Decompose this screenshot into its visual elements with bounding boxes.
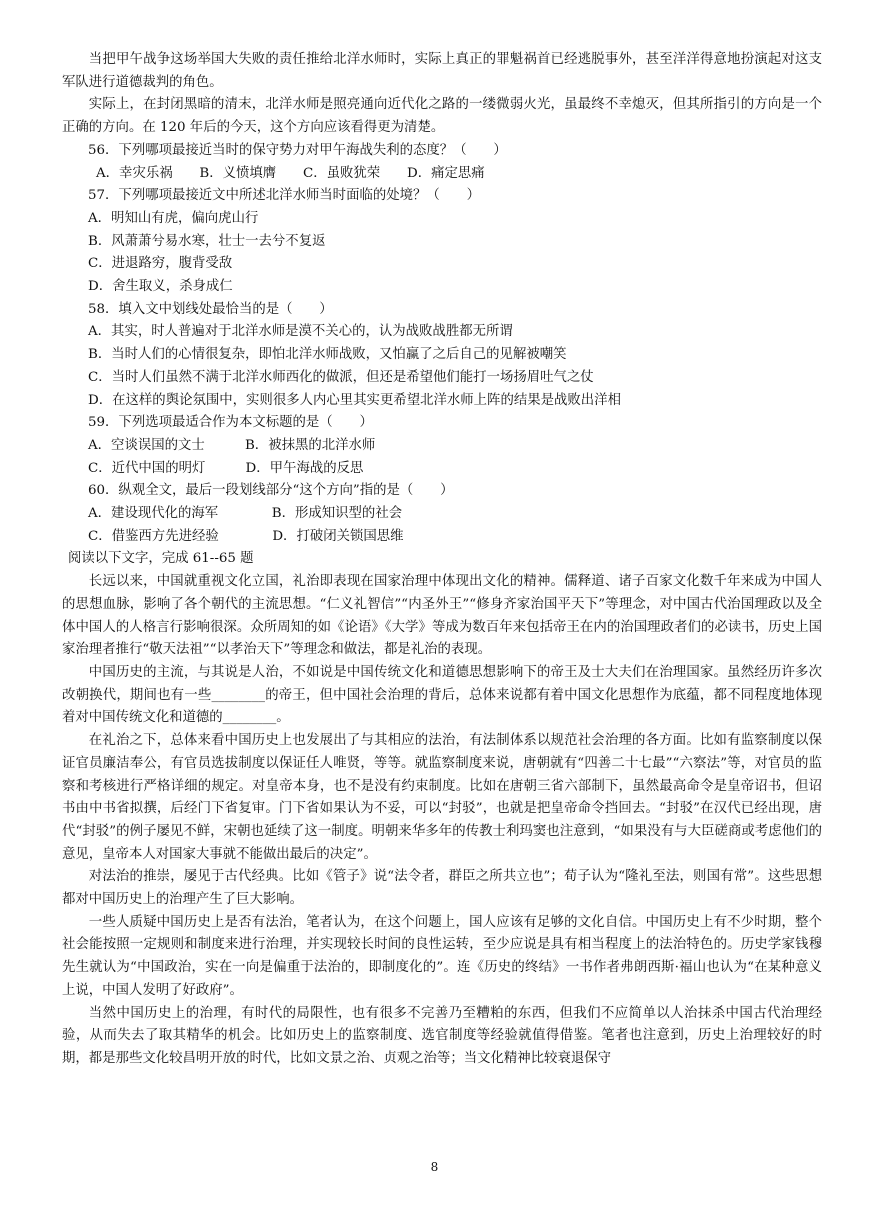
passage-paragraph: 实际上，在封闭黑暗的清末，北洋水师是照亮通向近代化之路的一缕微弱火光，虽最终不幸熄灭，但其所指引的方向是一个正确的方向。在 120 年后的今天，这个方向应该看得更为清楚。 — [62, 97, 822, 136]
question-56-options: A．幸灾乐祸 B．义愤填膺 C．虽败犹荣 D．痛定思痛 — [96, 165, 485, 181]
passage-paragraph: 在礼治之下，总体来看中国历史上也发展出了与其相应的法治，有法制体系以规范社会治理的各方面。比如有监察制度以保证官员廉洁奉公，有官员选拔制度以保证任人唯贤，等等。就监察制度来说，唐朝就有“四善二十七最”“六察法”等，对官员的监察和考核进行严格详细的规定。对皇帝本身，也不是没有约束制度。比如在唐朝三省六部制下，虽然最高命令是皇帝诏书，但诏书由中书省拟撰，后经门下省复审。门下省如果认为不妥，可以“封驳”，也就是把皇帝命令挡回去。“封驳”在汉代已经出现，唐代“封驳”的例子屡见不鲜，宋朝也延续了这一制度。明朝来华多年的传教士利玛窦也注意到，“如果没有与大臣磋商或考虑他们的意见，皇帝本人对国家大事就不能做出最后的决定”。 — [62, 733, 822, 862]
question-59-options-row-2: C．近代中国的明灯 D．甲午海战的反思 — [88, 460, 364, 476]
question-59-stem: 59．下列选项最适合作为本文标题的是（ ） — [88, 415, 373, 431]
passage-paragraph: 对法治的推崇，屡见于古代经典。比如《管子》说“法令者，群臣之所共立也”；荀子认为“隆礼至法，则国有常”。这些思想都对中国历史上的治理产生了巨大影响。 — [62, 869, 822, 908]
question-59-options-row-1: A．空谈误国的文士 B．被抹黑的北洋水师 — [88, 437, 376, 453]
question-57-option-a: A．明知山有虎，偏向虎山行 — [88, 210, 259, 226]
section-heading: 阅读以下文字，完成 61--65 题 — [68, 551, 254, 567]
question-57-stem: 57．下列哪项最接近文中所述北洋水师当时面临的处境？（ ） — [88, 188, 480, 204]
question-60-options-row-2: C．借鉴西方先进经验 D．打破闭关锁国思维 — [88, 528, 404, 544]
question-58-option-b: B．当时人们的心情很复杂，即怕北洋水师战败，又怕赢了之后自己的见解被嘲笑 — [88, 347, 567, 363]
question-57-option-b: B．风萧萧兮易水寒，壮士一去兮不复返 — [88, 233, 326, 249]
passage-paragraph: 一些人质疑中国历史上是否有法治，笔者认为，在这个问题上，国人应该有足够的文化自信。中国历史上有不少时期，整个社会能按照一定规则和制度来进行治理，并实现较长时间的良性运转，至少应说是具有相当程度上的法治特色的。历史学家钱穆先生就认为“中国政治，实在一向是偏重于法治的，即制度化的”。连《历史的终结》一书作者弗朗西斯·福山也认为“在某种意义上说，中国人发明了好政府”。 — [62, 914, 822, 998]
page-number: 8 — [430, 1160, 439, 1174]
question-60-options-row-1: A．建设现代化的海军 B．形成知识型的社会 — [88, 506, 403, 522]
question-58-option-c: C．当时人们虽然不满于北洋水师西化的做派，但还是希望他们能打一场扬眉吐气之仗 — [88, 369, 594, 385]
question-57-option-c: C．进退路穷，腹背受敌 — [88, 256, 233, 272]
passage-paragraph: 当把甲午战争这场举国大失败的责任推给北洋水师时，实际上真正的罪魁祸首已经逃脱事外，甚至洋洋得意地扮演起对这支军队进行道德裁判的角色。 — [62, 52, 822, 90]
question-56-stem: 56．下列哪项最接近当时的保守势力对甲午海战失利的态度？（ ） — [88, 142, 507, 158]
question-58-option-d: D．在这样的舆论氛围中，实则很多人内心里其实更希望北洋水师上阵的结果是战败出洋相 — [88, 392, 621, 408]
passage-paragraph: 当然中国历史上的治理，有时代的局限性，也有很多不完善乃至糟粕的东西，但我们不应简单以人治抹杀中国古代治理经验，从而失去了取其精华的机会。比如历史上的监察制度、选官制度等经验就值得借鉴。笔者也注意到，历史上治理较好的时期，都是那些文化较昌明开放的时代，比如文景之治、贞观之治等；当文化精神比较衰退保守 — [62, 1005, 822, 1066]
question-58-option-a: A．其实，时人普遍对于北洋水师是漠不关心的，认为战败战胜都无所谓 — [88, 324, 513, 340]
passage-paragraph: 中国历史的主流，与其说是人治，不如说是中国传统文化和道德思想影响下的帝王及士大夫们在治理国家。虽然经历许多次改朝换代，期间也有一些________的帝王，但中国社会治理的背后，总体来说都有着中国文化思想作为底蕴，都不同程度地体现着对中国传统文化和道德的________。 — [62, 664, 822, 726]
page-content — [62, 49, 822, 1071]
question-57-option-d: D．舍生取义，杀身成仁 — [88, 279, 233, 295]
question-60-stem: 60．纵观全文，最后一段划线部分“这个方向”指的是（ ） — [88, 483, 454, 499]
question-58-stem: 58．填入文中划线处最恰当的是（ ） — [88, 301, 333, 317]
passage-paragraph: 长远以来，中国就重视文化立国，礼治即表现在国家治理中体现出文化的精神。儒释道、诸子百家文化数千年来成为中国人的思想血脉，影响了各个朝代的主流思想。“仁义礼智信”“内圣外王”“修身齐家治国平天下”等理念，对中国古代治国理政以及全体中国人的人格言行影响很深。众所周知的如《论语》《大学》等成为数百年来包括帝王在内的治国理政者们的必读书，历史上国家治理者推行“敬天法祖”“以孝治天下”等理念和做法，都是礼治的表现。 — [62, 574, 822, 658]
